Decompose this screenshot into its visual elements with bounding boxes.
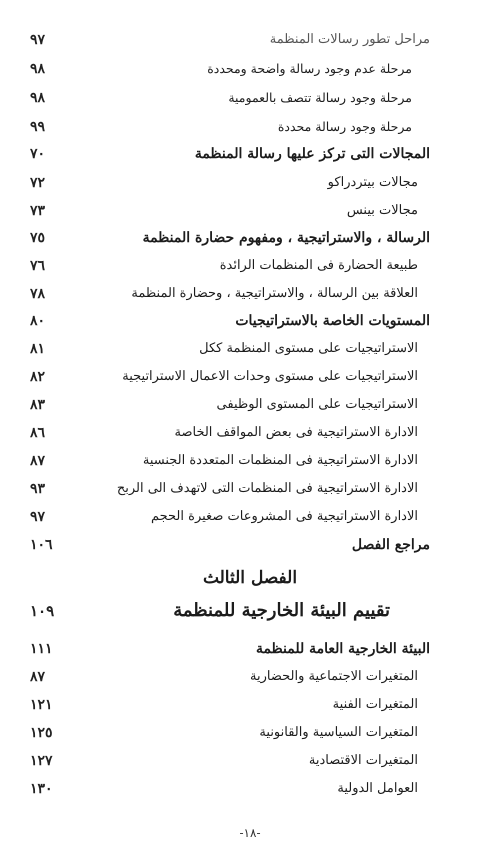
toc-entry-page: ١٢٥ (30, 725, 53, 741)
toc-entry-title: الادارة الاستراتيجية فى بعض المواقف الخاصة (174, 425, 418, 440)
toc-entry-page: ٨٣ (30, 397, 46, 413)
toc-entry (30, 114, 430, 140)
toc-entry (30, 27, 430, 53)
toc-entry-title: المجالات التى تركز عليها رسالة المنظمة (194, 146, 430, 162)
toc-entry-page: ١٢١ (30, 697, 53, 713)
toc-entry-title: الرسالة ، والاستراتيجية ، ومفهوم حضارة المنظمة (142, 230, 430, 246)
toc-entry-page: ٩٧ (30, 509, 46, 525)
toc-entry (30, 253, 430, 279)
toc-entry-page: ٧٠ (30, 146, 46, 162)
toc-entry-title: العوامل الدولية (337, 781, 418, 796)
toc-entry-page: ٧٢ (30, 175, 46, 191)
toc-entry (30, 364, 430, 390)
toc-entry-title: مجالات بينس (346, 203, 418, 218)
toc-entry (30, 56, 430, 82)
toc-entry-page: ١١١ (30, 641, 53, 657)
toc-entry (30, 664, 430, 690)
toc-entry-title: المتغيرات الفنية (332, 697, 418, 712)
toc-entry-title: الاستراتيجيات على مستوى المنظمة ككل (199, 341, 418, 356)
toc-entry (30, 85, 430, 111)
toc-entry-title: مجالات بيتردراكو (327, 175, 418, 190)
chapter-heading: الفصل الثالث (202, 568, 298, 588)
toc-entry (30, 636, 430, 662)
toc-entry (30, 504, 430, 530)
toc-entry (30, 225, 430, 251)
toc-entry (30, 308, 430, 334)
toc-entry (30, 198, 430, 224)
toc-entry-title: الاستراتيجيات على مستوى وحدات الاعمال الاستراتيجية (122, 369, 418, 384)
toc-entry-page: ٨١ (30, 341, 46, 357)
toc-entry (30, 720, 430, 746)
toc-entry-page: ٩٨ (30, 61, 46, 77)
toc-entry-title: الادارة الاستراتيجية فى المشروعات صغيرة الحجم (151, 509, 418, 524)
toc-entry-title: مرحلة وجود رسالة تتصف بالعمومية (228, 90, 412, 105)
toc-entry-title: مرحلة عدم وجود رسالة واضحة ومحددة (207, 61, 412, 76)
toc-entry-title: الاستراتيجيات على المستوى الوظيفى (216, 397, 418, 412)
toc-entry (30, 532, 430, 558)
toc-entry-title: طبيعة الحضارة فى المنظمات الرائدة (219, 258, 418, 273)
toc-entry-title: المتغيرات الاقتصادية (308, 753, 418, 768)
toc-entry-page: ٨٠ (30, 313, 46, 329)
toc-entry-page: ٩٣ (30, 481, 46, 497)
toc-entry-title: العلاقة بين الرسالة ، والاستراتيجية ، وحضارة المنظمة (131, 286, 418, 301)
toc-entry (30, 170, 430, 196)
toc-entry-title: مرحلة وجود رسالة محددة (277, 119, 412, 134)
toc-entry-title: المستويات الخاصة بالاستراتيجيات (235, 313, 430, 329)
chapter-title: تقييم البيئة الخارجية للمنظمة (173, 600, 390, 621)
toc-entry-title: مراجع الفصل (351, 537, 430, 553)
toc-entry (30, 776, 430, 802)
toc-entry (30, 420, 430, 446)
toc-entry-title: المتغيرات الاجتماعية والحضارية (250, 669, 418, 684)
toc-entry-title: مراحل تطور رسالات المنظمة (269, 32, 430, 47)
toc-entry-page: ١٢٧ (30, 753, 53, 769)
toc-entry-page: ٨٧ (30, 669, 46, 685)
toc-entry-title: البيئة الخارجية العامة للمنظمة (255, 641, 430, 657)
toc-entry-page: ٨٦ (30, 425, 46, 441)
toc-entry-page: ٧٣ (30, 203, 46, 219)
toc-entry (30, 141, 430, 167)
toc-entry-page: ٨٧ (30, 453, 46, 469)
toc-entry-title: الادارة الاستراتيجية فى المنظمات المتعددة الجنسية (142, 453, 418, 468)
toc-entry (30, 476, 430, 502)
toc-entry (30, 336, 430, 362)
chapter-title-row (30, 596, 430, 626)
toc-entry-title: الادارة الاستراتيجية فى المنظمات التى لاتهدف الى الربح (116, 481, 418, 496)
toc-entry-page: ٨٢ (30, 369, 46, 385)
toc-entry (30, 448, 430, 474)
toc-entry-page: ٩٩ (30, 119, 46, 135)
toc-entry-page: ٩٧ (30, 32, 46, 48)
toc-entry-title: المتغيرات السياسية والقانونية (259, 725, 418, 740)
toc-entry-page: ١٠٦ (30, 537, 53, 553)
toc-entry-page: ٧٨ (30, 286, 46, 302)
toc-entry (30, 748, 430, 774)
toc-entry-page: ١٣٠ (30, 781, 53, 797)
toc-entry-page: ٧٦ (30, 258, 46, 274)
toc-entry (30, 281, 430, 307)
chapter-page: ١٠٩ (30, 602, 55, 620)
toc-entry (30, 692, 430, 718)
page-number-footer: -١٨- (239, 826, 261, 840)
toc-entry-page: ٧٥ (30, 230, 46, 246)
toc-entry-page: ٩٨ (30, 90, 46, 106)
toc-entry (30, 392, 430, 418)
